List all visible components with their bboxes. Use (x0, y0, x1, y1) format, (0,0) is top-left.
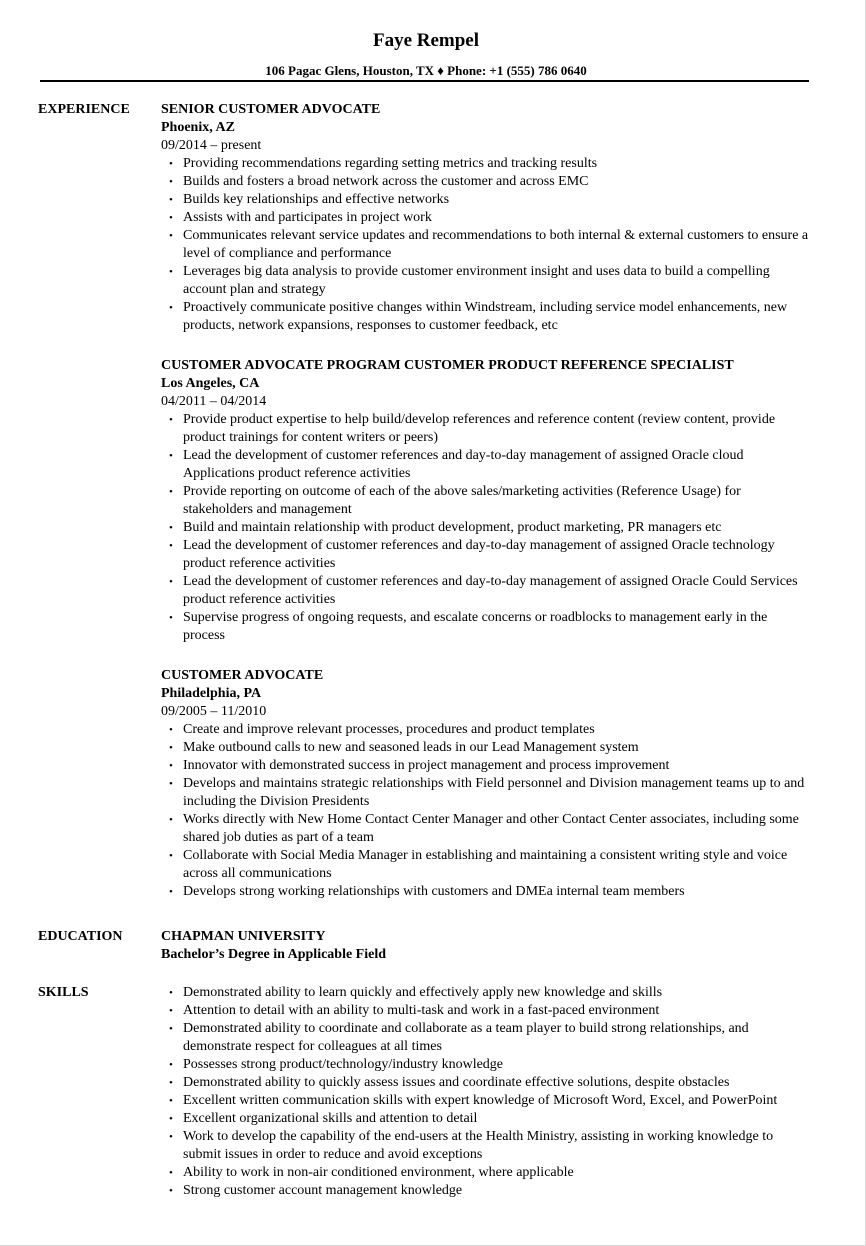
list-item: • Builds and fosters a broad network across the customer and across EMC (161, 173, 811, 191)
list-item: • Proactively communicate positive changes within Windstream, including service model enhancements, new products, network expansions, responses to customer feedback, etc (161, 299, 811, 335)
list-item: • Develops and maintains strategic relationships with Field personnel and Division management teams up to and including the Division Presidents (161, 775, 811, 811)
skills-list (161, 984, 811, 1200)
list-item: • Demonstrated ability to learn quickly and effectively apply new knowledge and skills (161, 984, 811, 1002)
job-entry (161, 357, 811, 645)
list-item: • Assists with and participates in project work (161, 209, 811, 227)
list-item: • Lead the development of customer references and day-to-day management of assigned Oracle Could Services product reference activities (161, 573, 811, 609)
list-item: • Work to develop the capability of the end-users at the Health Ministry, assisting in working knowledge to submit issues in order to reduce and avoid exceptions (161, 1128, 811, 1164)
job-bullets (161, 411, 811, 645)
list-item: • Make outbound calls to new and seasoned leads in our Lead Management system (161, 739, 811, 757)
list-item: • Demonstrated ability to quickly assess issues and coordinate effective solutions, despite obstacles (161, 1074, 811, 1092)
skills-section (161, 984, 811, 1200)
list-item: • Provide product expertise to help build/develop references and reference content (review content, provide product trainings for content writers or peers) (161, 411, 811, 447)
list-item: • Lead the development of customer references and day-to-day management of assigned Oracle cloud Applications product reference activities (161, 447, 811, 483)
job-entry (161, 101, 811, 335)
job-bullets (161, 155, 811, 335)
job-location: Los Angeles, CA (161, 376, 260, 391)
job-title: SENIOR CUSTOMER ADVOCATE (161, 102, 381, 117)
header-divider (40, 80, 809, 82)
list-item: • Attention to detail with an ability to multi-task and work in a fast-paced environment (161, 1002, 811, 1020)
list-item: • Lead the development of customer references and day-to-day management of assigned Oracle technology product reference activities (161, 537, 811, 573)
list-item: • Builds key relationships and effective networks (161, 191, 811, 209)
list-item: • Communicates relevant service updates and recommendations to both internal & external customers to ensure a level of compliance and performance (161, 227, 811, 263)
list-item: • Possesses strong product/technology/industry knowledge (161, 1056, 811, 1074)
job-dates: 09/2005 – 11/2010 (161, 704, 267, 719)
list-item: • Works directly with New Home Contact Center Manager and other Contact Center associates, including some shared job duties as part of a team (161, 811, 811, 847)
list-item: • Innovator with demonstrated success in project management and process improvement (161, 757, 811, 775)
list-item: • Build and maintain relationship with product development, product marketing, PR managers etc (161, 519, 811, 537)
list-item: • Supervise progress of ongoing requests, and escalate concerns or roadblocks to management early in the process (161, 609, 811, 645)
skills-heading: SKILLS (38, 985, 89, 1000)
job-location: Philadelphia, PA (161, 686, 262, 701)
list-item: • Develops strong working relationships with customers and DMEa internal team members (161, 883, 811, 901)
candidate-name: Faye Rempel (372, 30, 480, 51)
job-title: CUSTOMER ADVOCATE (161, 668, 324, 683)
list-item: • Provide reporting on outcome of each of the above sales/marketing activities (Reference Usage) for stakeholders and management (161, 483, 811, 519)
job-title: CUSTOMER ADVOCATE PROGRAM CUSTOMER PRODUCT REFERENCE SPECIALIST (161, 358, 734, 373)
list-item: • Create and improve relevant processes, procedures and product templates (161, 721, 811, 739)
education-heading: EDUCATION (38, 929, 123, 944)
list-item: • Collaborate with Social Media Manager in establishing and maintaining a consistent writing style and voice across all communications (161, 847, 811, 883)
school-name: CHAPMAN UNIVERSITY (161, 929, 326, 944)
job-dates: 09/2014 – present (161, 138, 262, 153)
list-item: • Leverages big data analysis to provide customer environment insight and uses data to build a compelling account plan and strategy (161, 263, 811, 299)
list-item: • Providing recommendations regarding setting metrics and tracking results (161, 155, 811, 173)
experience-heading: EXPERIENCE (38, 102, 130, 117)
job-entry (161, 667, 811, 901)
education-section (161, 928, 811, 964)
list-item: • Excellent written communication skills with expert knowledge of Microsoft Word, Excel, and PowerPoint (161, 1092, 811, 1110)
degree-name: Bachelor’s Degree in Applicable Field (161, 947, 387, 962)
job-location: Phoenix, AZ (161, 120, 235, 135)
list-item: • Demonstrated ability to coordinate and collaborate as a team player to build strong relationships, and demonstrate respect for colleagues at all times (161, 1020, 811, 1056)
list-item: • Strong customer account management knowledge (161, 1182, 811, 1200)
job-dates: 04/2011 – 04/2014 (161, 394, 267, 409)
list-item: • Ability to work in non-air conditioned environment, where applicable (161, 1164, 811, 1182)
contact-line: 106 Pagac Glens, Houston, TX ♦ Phone: +1 (555) 786 0640 (265, 63, 587, 78)
list-item: • Excellent organizational skills and attention to detail (161, 1110, 811, 1128)
job-bullets (161, 721, 811, 901)
